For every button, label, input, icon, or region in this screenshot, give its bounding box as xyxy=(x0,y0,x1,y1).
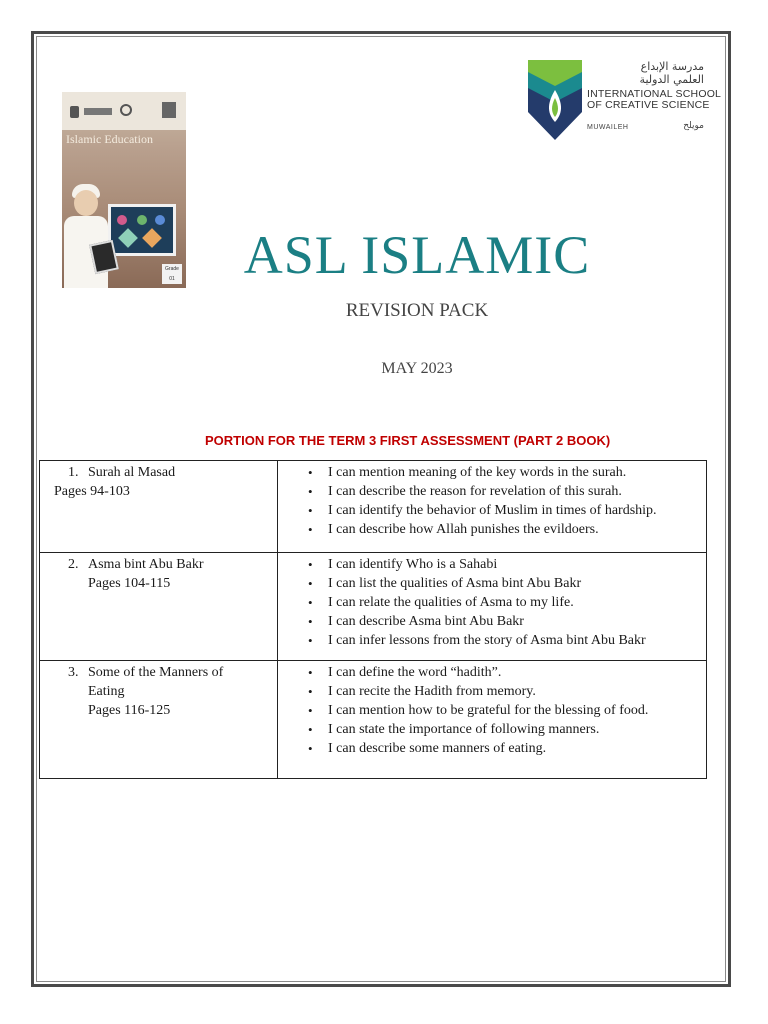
page-date: MAY 2023 xyxy=(381,360,453,377)
goals-list xyxy=(278,463,706,539)
school-name-arabic-1: مدرسة الإبداع xyxy=(640,60,704,73)
topic-title: Asma bint Abu Bakr xyxy=(88,557,204,572)
topic-pages: Pages 104-115 xyxy=(88,576,171,591)
list-item: • I can identify the behavior of Muslim in times of hardship. xyxy=(328,501,706,520)
boy-head xyxy=(74,190,98,216)
list-item: • I can list the qualities of Asma bint Abu Bakr xyxy=(328,574,706,593)
school-seal-icon xyxy=(120,104,132,116)
ministry-text-mark xyxy=(84,108,112,115)
goals-cell xyxy=(278,553,707,661)
school-location-english: MUWAILEH xyxy=(587,124,629,131)
goals-cell xyxy=(278,661,707,779)
cover-title: Islamic Education xyxy=(66,132,153,146)
school-name-arabic-2: العلمي الدولية xyxy=(639,73,704,86)
topic-title: Some of the Manners of Eating xyxy=(88,665,224,699)
topic-pages: Pages 94-103 xyxy=(54,484,130,499)
ministry-emblem-icon xyxy=(70,106,79,118)
table-row xyxy=(40,661,707,779)
school-name-english-1: INTERNATIONAL SCHOOL xyxy=(587,88,722,100)
topic-number: 2. xyxy=(68,557,79,572)
page-subtitle: REVISION PACK xyxy=(345,300,489,321)
goals-list xyxy=(278,555,706,650)
list-item: • I can relate the qualities of Asma to my life. xyxy=(328,593,706,612)
list-item: • I can describe how Allah punishes the evildoers. xyxy=(328,520,706,539)
section-heading: PORTION FOR THE TERM 3 FIRST ASSESSMENT (PART 2 BOOK) xyxy=(205,433,611,448)
school-name-english-2: OF CREATIVE SCIENCE xyxy=(587,99,710,111)
topic-cell xyxy=(40,461,278,553)
topic-pages: Pages 116-125 xyxy=(88,703,171,718)
list-item: • I can infer lessons from the story of Asma bint Abu Bakr xyxy=(328,631,706,650)
publisher-logo-icon xyxy=(162,102,176,118)
learning-outcomes-table xyxy=(39,460,707,779)
list-item: • I can describe some manners of eating. xyxy=(328,739,706,758)
topic-number: 3. xyxy=(68,665,79,680)
list-item: • I can state the importance of following manners. xyxy=(328,720,706,739)
list-item: • I can define the word “hadith”. xyxy=(328,663,706,682)
topic-number: 1. xyxy=(68,465,79,480)
table-row xyxy=(40,461,707,553)
topic-cell xyxy=(40,553,278,661)
list-item: • I can mention meaning of the key words in the surah. xyxy=(328,463,706,482)
list-item: • I can describe the reason for revelation of this surah. xyxy=(328,482,706,501)
topic-title: Surah al Masad xyxy=(88,465,176,480)
goals-list xyxy=(278,663,706,758)
page-title: ASL ISLAMIC xyxy=(243,225,591,285)
list-item: • I can mention how to be grateful for the blessing of food. xyxy=(328,701,706,720)
school-logo-icon xyxy=(528,60,582,140)
school-location-arabic: مويلح xyxy=(683,121,704,131)
list-item: • I can describe Asma bint Abu Bakr xyxy=(328,612,706,631)
list-item: • I can identify Who is a Sahabi xyxy=(328,555,706,574)
table-row xyxy=(40,553,707,661)
topic-cell xyxy=(40,661,278,779)
goals-cell xyxy=(278,461,707,553)
list-item: • I can recite the Hadith from memory. xyxy=(328,682,706,701)
grade-badge: Grade 01 xyxy=(162,264,182,284)
